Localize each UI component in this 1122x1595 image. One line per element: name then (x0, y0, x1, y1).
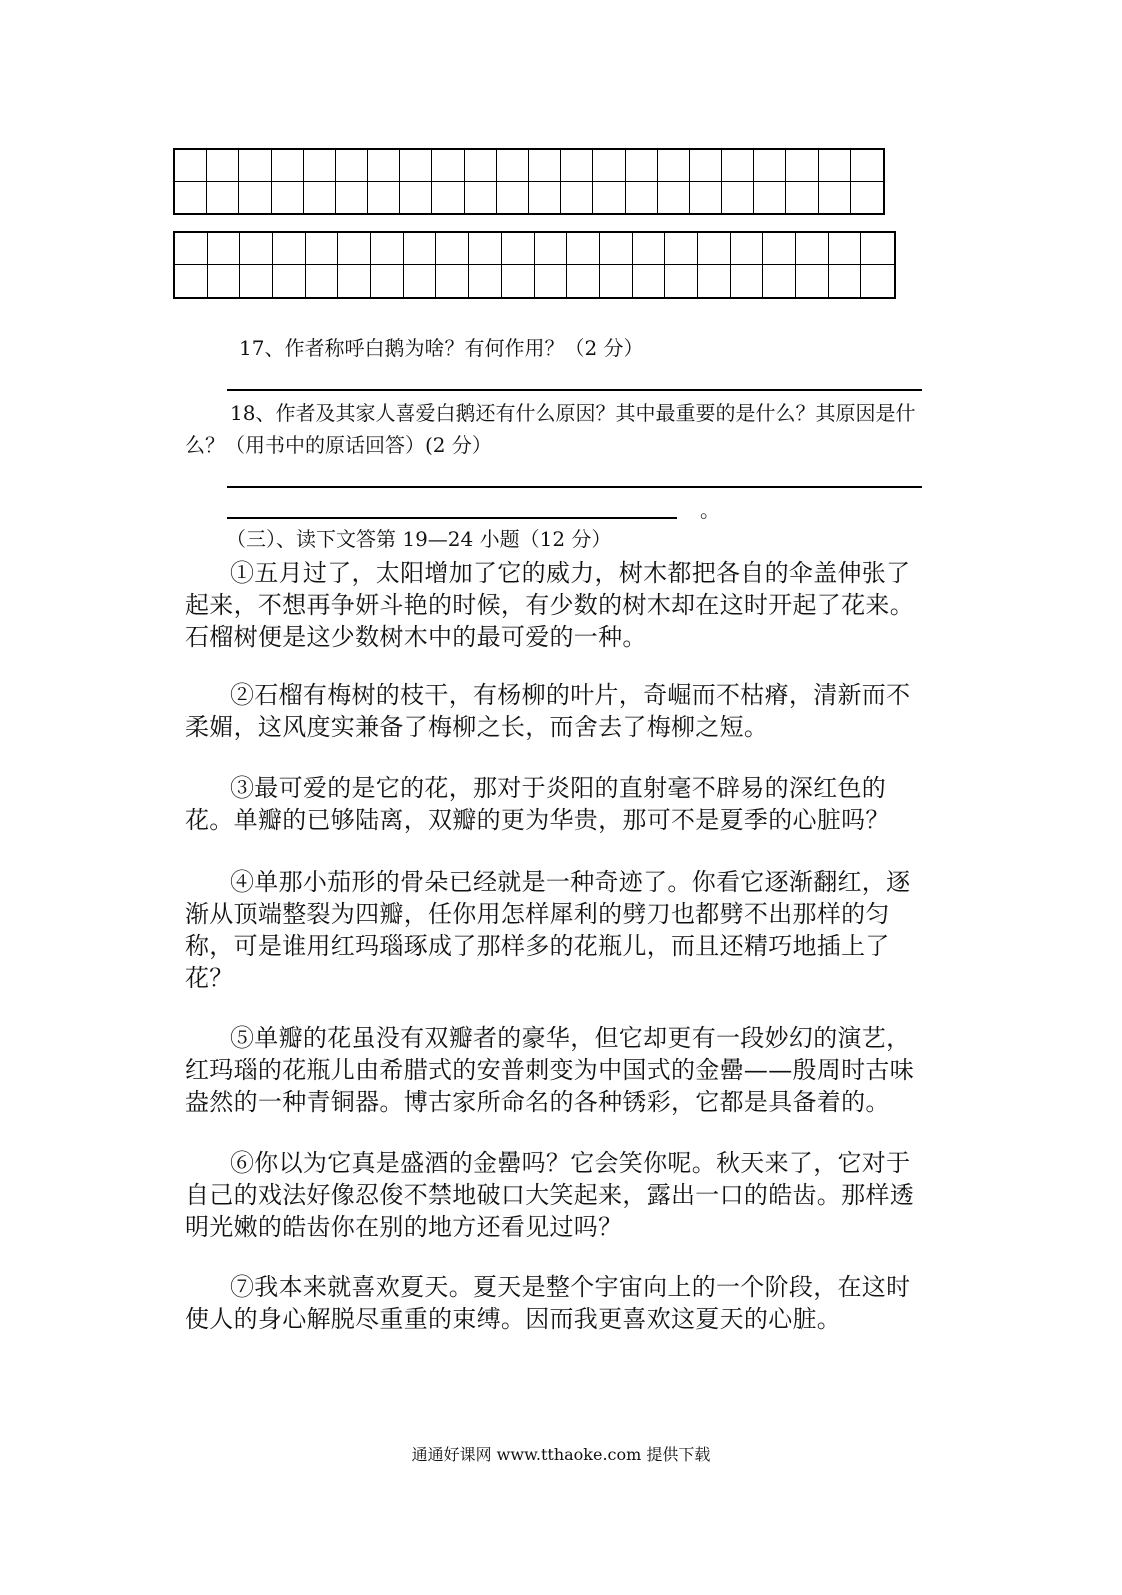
grid-cell[interactable] (851, 150, 883, 182)
grid-cell[interactable] (665, 233, 698, 265)
grid-cell[interactable] (338, 233, 371, 265)
grid-cell[interactable] (600, 233, 633, 265)
grid-cell[interactable] (239, 150, 271, 182)
grid-cell[interactable] (529, 150, 561, 182)
grid-cell[interactable] (272, 182, 304, 214)
grid-cell[interactable] (465, 150, 497, 182)
grid-cell[interactable] (829, 265, 862, 297)
grid-cell[interactable] (535, 265, 568, 297)
question-17: 17、作者称呼白鹅为啥？有何作用？（2 分） (239, 336, 644, 360)
grid-cell[interactable] (819, 150, 851, 182)
grid-cell[interactable] (502, 265, 535, 297)
grid-cell[interactable] (338, 265, 371, 297)
grid-cell[interactable] (763, 233, 796, 265)
grid-cell[interactable] (626, 150, 658, 182)
grid-cell[interactable] (851, 182, 883, 214)
grid-cell[interactable] (731, 233, 764, 265)
grid-cell[interactable] (731, 265, 764, 297)
page-footer: 通通好课网 www.tthaoke.com 提供下载 (411, 1445, 711, 1464)
grid-cell[interactable] (273, 233, 306, 265)
grid-cell[interactable] (763, 265, 796, 297)
grid-cell[interactable] (593, 150, 625, 182)
grid-cell[interactable] (819, 182, 851, 214)
grid-cell[interactable] (436, 233, 469, 265)
grid-cell[interactable] (336, 182, 368, 214)
grid-cell[interactable] (796, 265, 829, 297)
grid-cell[interactable] (593, 182, 625, 214)
passage-paragraph-4: ④单那小茄形的骨朵已经就是一种奇迹了。你看它逐渐翻红，逐渐从顶端整裂为四瓣，任你用怎样犀利的劈刀也都劈不出那样的匀称，可是谁用红玛瑙琢成了那样多的花瓶儿，而且还精巧地插上了花？ (185, 868, 911, 992)
answer-line-17[interactable] (227, 389, 922, 391)
grid-cell[interactable] (175, 265, 208, 297)
grid-cell[interactable] (722, 182, 754, 214)
grid-cell[interactable] (304, 182, 336, 214)
grid-cell[interactable] (497, 182, 529, 214)
grid-cell[interactable] (306, 233, 339, 265)
grid-cell[interactable] (567, 265, 600, 297)
grid-cell[interactable] (754, 150, 786, 182)
grid-cell[interactable] (561, 150, 593, 182)
grid-cell[interactable] (754, 182, 786, 214)
answer-line-18-b[interactable] (227, 517, 677, 519)
grid-cell[interactable] (400, 182, 432, 214)
grid-cell[interactable] (561, 182, 593, 214)
grid-cell[interactable] (207, 150, 239, 182)
grid-cell[interactable] (796, 233, 829, 265)
passage-paragraph-1: ①五月过了，太阳增加了它的威力，树木都把各自的伞盖伸张了起来，不想再争妍斗艳的时候，有少数的树木却在这时开起了花来。石榴树便是这少数树木中的最可爱的一种。 (185, 559, 914, 651)
grid-cell[interactable] (567, 233, 600, 265)
grid-cell[interactable] (240, 265, 273, 297)
grid-cell[interactable] (633, 265, 666, 297)
passage-paragraph-7: ⑦我本来就喜欢夏天。夏天是整个宇宙向上的一个阶段，在这时使人的身心解脱尽重重的束缚。因而我更喜欢这夏天的心脏。 (185, 1273, 911, 1333)
grid-cell[interactable] (665, 265, 698, 297)
grid-cell[interactable] (469, 265, 502, 297)
grid-cell[interactable] (239, 182, 271, 214)
passage-paragraph-5: ⑤单瓣的花虽没有双瓣者的豪华，但它却更有一段妙幻的演艺，红玛瑙的花瓶儿由希腊式的安普刺变为中国式的金罍——殷周时古味盎然的一种青铜器。博古家所命名的各种锈彩，它都是具备着的。 (185, 1024, 914, 1116)
grid-cell[interactable] (698, 265, 731, 297)
grid-cell[interactable] (497, 150, 529, 182)
grid-cell[interactable] (371, 233, 404, 265)
grid-cell[interactable] (829, 233, 862, 265)
grid-cell[interactable] (304, 150, 336, 182)
writing-grid-2[interactable] (173, 231, 896, 299)
grid-cell[interactable] (535, 233, 568, 265)
grid-cell[interactable] (306, 265, 339, 297)
grid-cell[interactable] (786, 150, 818, 182)
grid-cell[interactable] (861, 265, 894, 297)
grid-cell[interactable] (400, 150, 432, 182)
grid-cell[interactable] (698, 233, 731, 265)
grid-cell[interactable] (368, 150, 400, 182)
grid-cell[interactable] (432, 150, 464, 182)
grid-cell[interactable] (175, 182, 207, 214)
passage-paragraph-3: ③最可爱的是它的花，那对于炎阳的直射毫不辟易的深红色的花。单瓣的已够陆离，双瓣的更为华贵，那可不是夏季的心脏吗？ (185, 774, 890, 834)
grid-cell[interactable] (208, 265, 241, 297)
grid-cell[interactable] (690, 182, 722, 214)
grid-cell[interactable] (529, 182, 561, 214)
grid-cell[interactable] (465, 182, 497, 214)
grid-cell[interactable] (722, 150, 754, 182)
grid-cell[interactable] (436, 265, 469, 297)
passage-paragraph-2: ②石榴有梅树的枝干，有杨柳的叶片，奇崛而不枯瘠，清新而不柔媚，这风度实兼备了梅柳之长，而舍去了梅柳之短。 (185, 681, 911, 741)
grid-cell[interactable] (404, 233, 437, 265)
grid-cell[interactable] (404, 265, 437, 297)
grid-cell[interactable] (502, 233, 535, 265)
grid-cell[interactable] (371, 265, 404, 297)
grid-cell[interactable] (786, 182, 818, 214)
grid-cell[interactable] (336, 150, 368, 182)
section-3-heading: （三）、读下文答第 19—24 小题（12 分） (226, 527, 612, 551)
grid-cell[interactable] (207, 182, 239, 214)
grid-cell[interactable] (175, 233, 208, 265)
grid-cell[interactable] (240, 233, 273, 265)
answer-period: 。 (700, 498, 720, 522)
grid-cell[interactable] (861, 233, 894, 265)
question-18: 18、作者及其家人喜爱白鹅还有什么原因？其中最重要的是什么？其原因是什么？（用书中的原话回答）(2 分） (185, 401, 916, 457)
passage-paragraph-6: ⑥你以为它真是盛酒的金罍吗？它会笑你呢。秋天来了，它对于自己的戏法好像忍俊不禁地破口大笑起来，露出一口的皓齿。那样透明光嫩的皓齿你在别的地方还看见过吗？ (185, 1149, 914, 1241)
grid-cell[interactable] (175, 150, 207, 182)
grid-cell[interactable] (368, 182, 400, 214)
grid-cell[interactable] (432, 182, 464, 214)
grid-cell[interactable] (600, 265, 633, 297)
grid-cell[interactable] (272, 150, 304, 182)
grid-cell[interactable] (626, 182, 658, 214)
answer-line-18-a[interactable] (227, 486, 922, 488)
grid-cell[interactable] (469, 233, 502, 265)
grid-cell[interactable] (273, 265, 306, 297)
grid-cell[interactable] (208, 233, 241, 265)
grid-cell[interactable] (658, 182, 690, 214)
writing-grid-1[interactable] (173, 148, 885, 215)
grid-cell[interactable] (633, 233, 666, 265)
grid-cell[interactable] (658, 150, 690, 182)
grid-cell[interactable] (690, 150, 722, 182)
